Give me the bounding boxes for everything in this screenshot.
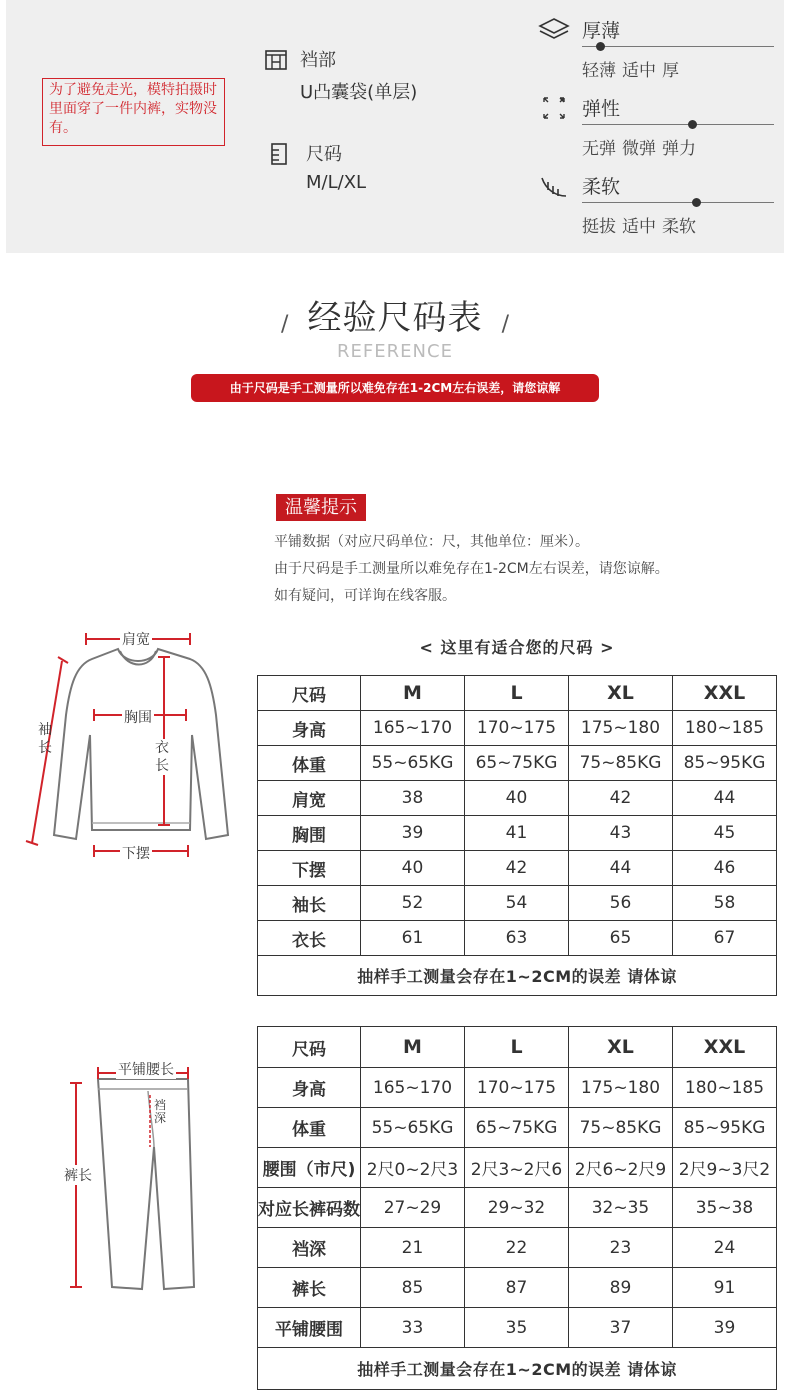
header-size: M (361, 676, 465, 711)
table-cell: 170~175 (465, 1068, 569, 1108)
rating-elasticity-scale (582, 124, 774, 125)
pants-icon (264, 48, 288, 72)
header-size: XXL (673, 676, 777, 711)
model-notice: 为了避免走光，模特拍摄时里面穿了一件内裤，实物没有。 (42, 78, 225, 146)
tips-tag: 温馨提示 (276, 494, 366, 521)
size-chart-heading (0, 290, 790, 362)
table-cell: 22 (465, 1228, 569, 1268)
table-cell: 23 (569, 1228, 673, 1268)
rating-softness (538, 172, 778, 242)
table-footer-row (258, 956, 777, 996)
row-label: 对应长裤码数 (258, 1188, 361, 1228)
header-size: XL (569, 1027, 673, 1068)
table-cell: 58 (673, 886, 777, 921)
table-cell: 45 (673, 816, 777, 851)
table-cell: 39 (673, 1308, 777, 1348)
row-label: 裤长 (258, 1268, 361, 1308)
table-row (258, 1108, 777, 1148)
table-row (258, 1308, 777, 1348)
header-size: M (361, 1027, 465, 1068)
table-row (258, 816, 777, 851)
bottom-size-table (257, 1026, 777, 1390)
heading-slash-right: / (501, 312, 510, 337)
rating-elasticity-marker (688, 120, 697, 129)
table-cell: 85~95KG (673, 746, 777, 781)
top-size-table (257, 675, 777, 996)
table-cell: 175~180 (569, 1068, 673, 1108)
table-cell: 87 (465, 1268, 569, 1308)
option: 挺拔 (582, 217, 616, 237)
rating-elasticity (538, 94, 778, 164)
table-header-row (258, 1027, 777, 1068)
length-label: 衣长 (155, 740, 169, 774)
table-cell: 56 (569, 886, 673, 921)
table-row (258, 1228, 777, 1268)
table-cell: 165~170 (361, 711, 465, 746)
table-cell: 91 (673, 1268, 777, 1308)
table-cell: 170~175 (465, 711, 569, 746)
table-cell: 33 (361, 1308, 465, 1348)
table-cell: 29~32 (465, 1188, 569, 1228)
option: 柔软 (662, 217, 696, 237)
table-cell: 44 (569, 851, 673, 886)
tip-line: 由于尺码是手工测量所以难免存在1-2CM左右误差，请您谅解。 (274, 561, 669, 577)
table-row (258, 1068, 777, 1108)
row-label: 腰围（市尺) (258, 1148, 361, 1188)
table-cell: 67 (673, 921, 777, 956)
table-cell: 55~65KG (361, 1108, 465, 1148)
table-row (258, 1268, 777, 1308)
sleeve-label: 袖长 (38, 722, 52, 756)
table-cell: 32~35 (569, 1188, 673, 1228)
table-cell: 175~180 (569, 711, 673, 746)
table-cell: 65~75KG (465, 746, 569, 781)
table-cell: 42 (465, 851, 569, 886)
option: 轻薄 (582, 61, 616, 81)
table-cell: 55~65KG (361, 746, 465, 781)
table-cell: 27~29 (361, 1188, 465, 1228)
table-cell: 38 (361, 781, 465, 816)
pants-diagram (58, 1055, 208, 1300)
table-cell: 165~170 (361, 1068, 465, 1108)
table-cell: 85 (361, 1268, 465, 1308)
table-cell: 75~85KG (569, 1108, 673, 1148)
size-tag-icon (268, 142, 292, 166)
option: 无弹 (582, 139, 616, 159)
feather-icon (538, 172, 570, 200)
spec-crotch-value: U凸囊袋(单层) (300, 82, 418, 103)
row-label: 胸围 (258, 816, 361, 851)
table-cell: 42 (569, 781, 673, 816)
table-cell: 43 (569, 816, 673, 851)
table-row (258, 711, 777, 746)
table-cell: 2尺6~2尺9 (569, 1148, 673, 1188)
waist-label: 平铺腰长 (116, 1059, 176, 1079)
table-cell: 89 (569, 1268, 673, 1308)
header-size-label: 尺码 (258, 1027, 361, 1068)
table-row (258, 921, 777, 956)
table-cell: 35 (465, 1308, 569, 1348)
tip-line: 平铺数据（对应尺码单位：尺，其他单位：厘米）。 (274, 534, 589, 550)
table-cell: 40 (361, 851, 465, 886)
table-cell: 37 (569, 1308, 673, 1348)
hem-label: 下摆 (120, 843, 152, 863)
row-label: 体重 (258, 746, 361, 781)
rating-softness-options (582, 212, 702, 237)
row-label: 肩宽 (258, 781, 361, 816)
option: 微弹 (622, 139, 656, 159)
rating-thickness-label: 厚薄 (582, 20, 621, 42)
rise-label: 裆深 (154, 1098, 167, 1125)
page-title: 经验尺码表 (307, 298, 483, 338)
rating-softness-scale (582, 202, 774, 203)
table-row (258, 1188, 777, 1228)
table-cell: 180~185 (673, 1068, 777, 1108)
table-cell: 63 (465, 921, 569, 956)
table-cell: 41 (465, 816, 569, 851)
table-footer-row (258, 1348, 777, 1390)
row-label: 袖长 (258, 886, 361, 921)
table-cell: 39 (361, 816, 465, 851)
row-label: 平铺腰围 (258, 1308, 361, 1348)
rating-thickness-options (582, 56, 685, 81)
table-cell: 52 (361, 886, 465, 921)
shirt-diagram (20, 625, 240, 870)
spec-size-label: 尺码 (306, 144, 342, 165)
table-cell: 35~38 (673, 1188, 777, 1228)
header-size: L (465, 676, 569, 711)
option: 弹力 (662, 139, 696, 159)
row-label: 衣长 (258, 921, 361, 956)
table-cell: 24 (673, 1228, 777, 1268)
chest-label: 胸围 (122, 707, 154, 727)
table-row (258, 746, 777, 781)
page-subtitle: REFERENCE (337, 341, 453, 362)
table-row (258, 886, 777, 921)
row-label: 体重 (258, 1108, 361, 1148)
spec-size-value: M/L/XL (306, 172, 367, 193)
size-table-caption: < 这里有适合您的尺码 > (419, 638, 615, 657)
layers-icon (538, 16, 570, 44)
table-cell: 85~95KG (673, 1108, 777, 1148)
row-label: 身高 (258, 1068, 361, 1108)
rating-thickness-scale (582, 46, 774, 47)
rating-thickness (538, 16, 778, 86)
product-attributes-panel (6, 0, 784, 253)
table-footer-note: 抽样手工测量会存在1~2CM的误差 请体谅 (258, 956, 777, 996)
row-label: 身高 (258, 711, 361, 746)
table-footer-note: 抽样手工测量会存在1~2CM的误差 请体谅 (258, 1348, 777, 1390)
rating-elasticity-options (582, 134, 702, 159)
rating-elasticity-label: 弹性 (582, 98, 621, 120)
header-size: XXL (673, 1027, 777, 1068)
table-cell: 2尺0~2尺3 (361, 1148, 465, 1188)
row-label: 下摆 (258, 851, 361, 886)
table-cell: 61 (361, 921, 465, 956)
table-cell: 2尺3~2尺6 (465, 1148, 569, 1188)
table-cell: 54 (465, 886, 569, 921)
option: 适中 (622, 61, 656, 81)
table-cell: 2尺9~3尺2 (673, 1148, 777, 1188)
table-cell: 44 (673, 781, 777, 816)
rating-thickness-marker (596, 42, 605, 51)
table-cell: 65 (569, 921, 673, 956)
tip-line: 如有疑问，可详询在线客服。 (274, 588, 456, 604)
table-row (258, 851, 777, 886)
table-cell: 65~75KG (465, 1108, 569, 1148)
pants-length-label: 裤长 (64, 1165, 92, 1185)
table-header-row (258, 676, 777, 711)
table-cell: 75~85KG (569, 746, 673, 781)
table-cell: 46 (673, 851, 777, 886)
table-cell: 21 (361, 1228, 465, 1268)
row-label: 裆深 (258, 1228, 361, 1268)
header-size: XL (569, 676, 673, 711)
header-size: L (465, 1027, 569, 1068)
table-row (258, 1148, 777, 1188)
table-row (258, 781, 777, 816)
stretch-arrows-icon (538, 94, 570, 122)
table-cell: 40 (465, 781, 569, 816)
header-size-label: 尺码 (258, 676, 361, 711)
option: 厚 (662, 61, 679, 81)
option: 适中 (622, 217, 656, 237)
error-banner: 由于尺码是手工测量所以难免存在1-2CM左右误差，请您谅解 (191, 374, 599, 402)
rating-softness-marker (692, 198, 701, 207)
spec-crotch-label: 裆部 (300, 50, 336, 71)
shoulder-label: 肩宽 (120, 629, 152, 649)
rating-softness-label: 柔软 (582, 176, 621, 198)
heading-slash-left: / (280, 312, 289, 337)
table-cell: 180~185 (673, 711, 777, 746)
